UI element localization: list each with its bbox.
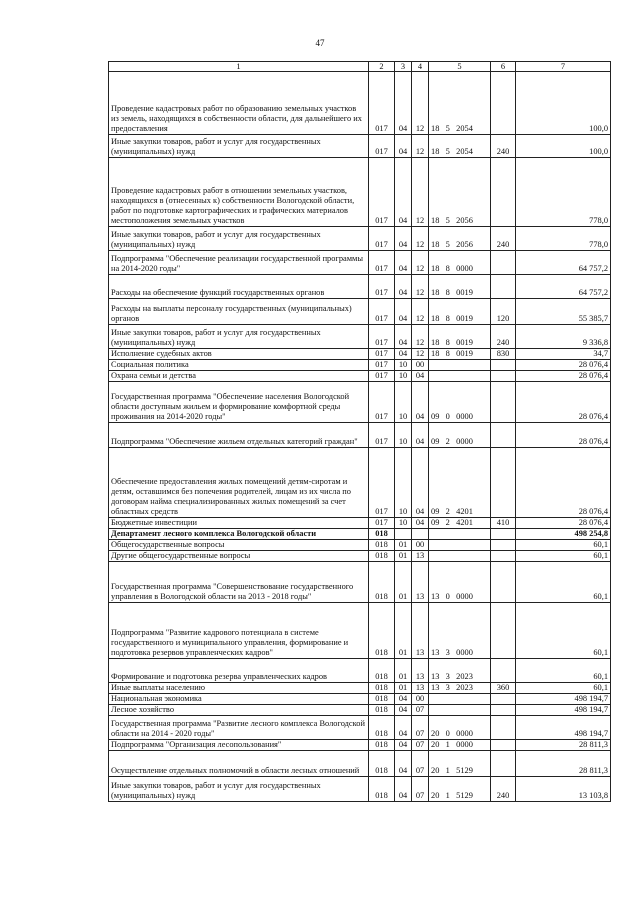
row-section-code: 04 (395, 275, 412, 299)
row-expense-type (491, 529, 516, 540)
row-name-cell: Национальная экономика (109, 694, 369, 705)
table-row (109, 705, 611, 716)
row-target-article: 09 2 4201 (429, 448, 491, 518)
row-expense-type (491, 659, 516, 683)
row-section-code: 10 (395, 518, 412, 529)
row-ministry-code: 018 (369, 529, 395, 540)
row-target-article: 20 1 0000 (429, 740, 491, 751)
table-row (109, 716, 611, 740)
row-amount: 34,7 (516, 349, 611, 360)
row-target-article: 13 3 2023 (429, 659, 491, 683)
row-section-code: 01 (395, 659, 412, 683)
row-ministry-code: 017 (369, 349, 395, 360)
table-row (109, 777, 611, 802)
row-ministry-code: 017 (369, 518, 395, 529)
row-name-cell: Общегосударственные вопросы (109, 540, 369, 551)
table-row (109, 518, 611, 529)
row-section-code: 01 (395, 562, 412, 603)
table-row (109, 158, 611, 227)
row-target-article: 13 3 0000 (429, 603, 491, 659)
row-name-cell: Обеспечение предоставления жилых помещений детям-сиротам и детям, оставшимся без попечения родителей, лицам из их числа по договорам найма специализированных жилых помещений за счет областных средств (109, 448, 369, 518)
row-amount: 498 254,8 (516, 529, 611, 540)
row-name-cell: Иные закупки товаров, работ и услуг для государственных (муниципальных) нужд (109, 325, 369, 349)
row-ministry-code: 017 (369, 227, 395, 251)
header-cell-5: 5 (429, 62, 491, 72)
row-amount: 28 076,4 (516, 423, 611, 448)
row-ministry-code: 018 (369, 751, 395, 777)
table-row (109, 448, 611, 518)
row-name-cell: Охрана семьи и детства (109, 371, 369, 382)
row-target-article: 18 8 0000 (429, 251, 491, 275)
row-target-article (429, 371, 491, 382)
page-number: 47 (315, 38, 325, 48)
table-row (109, 529, 611, 540)
row-section-code: 04 (395, 299, 412, 325)
row-subsection-code: 13 (412, 562, 429, 603)
row-target-article (429, 540, 491, 551)
row-amount: 60,1 (516, 562, 611, 603)
header-cell-1: 1 (109, 62, 369, 72)
row-section-code: 04 (395, 751, 412, 777)
row-expense-type (491, 540, 516, 551)
row-target-article: 09 0 0000 (429, 382, 491, 423)
row-expense-type (491, 716, 516, 740)
row-subsection-code (412, 529, 429, 540)
row-amount: 100,0 (516, 72, 611, 135)
row-amount: 64 757,2 (516, 251, 611, 275)
row-subsection-code: 12 (412, 158, 429, 227)
row-subsection-code: 13 (412, 551, 429, 562)
row-target-article (429, 529, 491, 540)
row-target-article: 13 0 0000 (429, 562, 491, 603)
row-ministry-code: 018 (369, 659, 395, 683)
row-ministry-code: 017 (369, 158, 395, 227)
row-ministry-code: 018 (369, 694, 395, 705)
table-row (109, 683, 611, 694)
row-name-cell: Исполнение судебных актов (109, 349, 369, 360)
row-target-article: 13 3 2023 (429, 683, 491, 694)
row-amount: 55 385,7 (516, 299, 611, 325)
row-subsection-code: 12 (412, 135, 429, 158)
row-amount: 28 811,3 (516, 740, 611, 751)
row-name-cell: Проведение кадастровых работ в отношении земельных участков, находящихся в (отнесенных к) собственности Вологодской области, работ по подготовке картографических и графических материалов местоположения земельных участков (109, 158, 369, 227)
table-row (109, 659, 611, 683)
row-ministry-code: 018 (369, 683, 395, 694)
row-ministry-code: 017 (369, 382, 395, 423)
row-subsection-code: 04 (412, 371, 429, 382)
table-row (109, 275, 611, 299)
row-amount: 498 194,7 (516, 694, 611, 705)
row-subsection-code: 04 (412, 518, 429, 529)
row-section-code: 01 (395, 683, 412, 694)
row-amount: 28 076,4 (516, 518, 611, 529)
row-ministry-code: 017 (369, 135, 395, 158)
row-amount: 28 076,4 (516, 382, 611, 423)
row-section-code: 10 (395, 360, 412, 371)
row-section-code: 04 (395, 135, 412, 158)
row-subsection-code: 12 (412, 227, 429, 251)
row-amount: 498 194,7 (516, 705, 611, 716)
row-name-cell: Другие общегосударственные вопросы (109, 551, 369, 562)
row-name-cell: Государственная программа "Развитие лесного комплекса Вологодской области на 2014 - 2020 годы" (109, 716, 369, 740)
row-amount: 13 103,8 (516, 777, 611, 802)
row-amount: 778,0 (516, 158, 611, 227)
row-target-article: 20 1 5129 (429, 777, 491, 802)
row-amount: 28 076,4 (516, 360, 611, 371)
row-subsection-code: 07 (412, 777, 429, 802)
row-target-article (429, 694, 491, 705)
row-expense-type: 240 (491, 135, 516, 158)
row-target-article: 18 8 0019 (429, 299, 491, 325)
row-section-code: 04 (395, 325, 412, 349)
table-row (109, 299, 611, 325)
row-expense-type (491, 705, 516, 716)
row-expense-type (491, 382, 516, 423)
row-amount: 778,0 (516, 227, 611, 251)
row-ministry-code: 017 (369, 299, 395, 325)
row-name-cell: Формирование и подготовка резерва управленческих кадров (109, 659, 369, 683)
row-expense-type (491, 251, 516, 275)
row-ministry-code: 017 (369, 423, 395, 448)
row-ministry-code: 017 (369, 360, 395, 371)
row-target-article: 18 5 2054 (429, 135, 491, 158)
row-expense-type (491, 740, 516, 751)
row-expense-type: 360 (491, 683, 516, 694)
row-section-code: 04 (395, 158, 412, 227)
header-cell-3: 3 (395, 62, 412, 72)
row-subsection-code: 12 (412, 349, 429, 360)
row-subsection-code: 07 (412, 740, 429, 751)
table-row (109, 562, 611, 603)
row-name-cell: Подпрограмма "Обеспечение реализации государственной программы на 2014-2020 годы" (109, 251, 369, 275)
row-amount: 60,1 (516, 683, 611, 694)
row-name-cell: Проведение кадастровых работ по образованию земельных участков из земель, находящихся в собственности области, для дальнейшего их предоставления (109, 72, 369, 135)
row-name-cell: Подпрограмма "Обеспечение жильем отдельных категорий граждан" (109, 423, 369, 448)
row-subsection-code: 12 (412, 72, 429, 135)
row-amount: 64 757,2 (516, 275, 611, 299)
table-row (109, 382, 611, 423)
row-expense-type (491, 551, 516, 562)
row-amount: 498 194,7 (516, 716, 611, 740)
row-expense-type: 410 (491, 518, 516, 529)
table-row (109, 360, 611, 371)
row-section-code: 04 (395, 227, 412, 251)
row-subsection-code: 07 (412, 705, 429, 716)
row-expense-type (491, 423, 516, 448)
row-subsection-code: 04 (412, 382, 429, 423)
row-amount: 60,1 (516, 603, 611, 659)
row-name-cell: Иные закупки товаров, работ и услуг для государственных (муниципальных) нужд (109, 777, 369, 802)
row-amount: 100,0 (516, 135, 611, 158)
row-ministry-code: 017 (369, 251, 395, 275)
table-row (109, 251, 611, 275)
row-subsection-code: 13 (412, 659, 429, 683)
table-row (109, 72, 611, 135)
row-ministry-code: 017 (369, 448, 395, 518)
table-row (109, 325, 611, 349)
row-expense-type: 120 (491, 299, 516, 325)
row-name-cell: Бюджетные инвестиции (109, 518, 369, 529)
row-subsection-code: 07 (412, 716, 429, 740)
row-name-cell: Иные выплаты населению (109, 683, 369, 694)
row-target-article: 18 8 0019 (429, 275, 491, 299)
row-ministry-code: 018 (369, 740, 395, 751)
row-name-cell: Лесное хозяйство (109, 705, 369, 716)
row-expense-type (491, 158, 516, 227)
row-section-code: 04 (395, 694, 412, 705)
row-subsection-code: 13 (412, 603, 429, 659)
row-target-article: 20 0 0000 (429, 716, 491, 740)
row-ministry-code: 018 (369, 551, 395, 562)
header-cell-2: 2 (369, 62, 395, 72)
row-expense-type: 240 (491, 777, 516, 802)
row-subsection-code: 04 (412, 423, 429, 448)
row-amount: 28 076,4 (516, 371, 611, 382)
row-section-code: 01 (395, 540, 412, 551)
row-ministry-code: 018 (369, 540, 395, 551)
row-section-code: 04 (395, 777, 412, 802)
row-amount: 60,1 (516, 659, 611, 683)
row-subsection-code: 13 (412, 683, 429, 694)
row-ministry-code: 018 (369, 777, 395, 802)
row-ministry-code: 017 (369, 371, 395, 382)
row-section-code: 10 (395, 448, 412, 518)
row-ministry-code: 018 (369, 603, 395, 659)
row-expense-type (491, 360, 516, 371)
row-section-code: 04 (395, 705, 412, 716)
row-section-code: 04 (395, 251, 412, 275)
row-section-code: 10 (395, 423, 412, 448)
row-section-code: 04 (395, 716, 412, 740)
row-ministry-code: 017 (369, 275, 395, 299)
row-subsection-code: 00 (412, 360, 429, 371)
table-row (109, 740, 611, 751)
row-target-article: 09 2 0000 (429, 423, 491, 448)
row-target-article: 09 2 4201 (429, 518, 491, 529)
row-expense-type: 240 (491, 227, 516, 251)
table-row (109, 694, 611, 705)
table-header-row (109, 62, 611, 72)
row-ministry-code: 017 (369, 325, 395, 349)
row-target-article: 18 8 0019 (429, 325, 491, 349)
row-section-code: 01 (395, 551, 412, 562)
row-subsection-code: 04 (412, 448, 429, 518)
row-section-code: 01 (395, 603, 412, 659)
table-row (109, 349, 611, 360)
row-target-article: 20 1 5129 (429, 751, 491, 777)
row-name-cell: Иные закупки товаров, работ и услуг для государственных (муниципальных) нужд (109, 135, 369, 158)
row-amount: 28 811,3 (516, 751, 611, 777)
row-section-code: 04 (395, 349, 412, 360)
row-name-cell: Государственная программа "Совершенствование государственного управления в Вологодской области на 2013 - 2018 годы" (109, 562, 369, 603)
row-name-cell: Осуществление отдельных полномочий в области лесных отношений (109, 751, 369, 777)
row-name-cell: Расходы на выплаты персоналу государственных (муниципальных) органов (109, 299, 369, 325)
row-target-article: 18 8 0019 (429, 349, 491, 360)
row-target-article (429, 360, 491, 371)
row-name-cell: Иные закупки товаров, работ и услуг для государственных (муниципальных) нужд (109, 227, 369, 251)
row-target-article: 18 5 2056 (429, 227, 491, 251)
row-section-code: 10 (395, 371, 412, 382)
header-cell-4: 4 (412, 62, 429, 72)
row-name-cell: Социальная политика (109, 360, 369, 371)
row-expense-type (491, 448, 516, 518)
row-name-cell: Государственная программа "Обеспечение населения Вологодской области доступным жильем и формирование комфортной среды проживания на 2014-2020 годы" (109, 382, 369, 423)
table-row (109, 423, 611, 448)
row-expense-type (491, 371, 516, 382)
row-ministry-code: 018 (369, 716, 395, 740)
header-cell-6: 6 (491, 62, 516, 72)
row-expense-type: 830 (491, 349, 516, 360)
row-subsection-code: 07 (412, 751, 429, 777)
header-cell-7: 7 (516, 62, 611, 72)
row-target-article (429, 551, 491, 562)
row-name-cell: Подпрограмма "Организация лесопользования" (109, 740, 369, 751)
row-target-article: 18 5 2054 (429, 72, 491, 135)
row-subsection-code: 00 (412, 540, 429, 551)
table-body (109, 72, 611, 802)
row-expense-type: 240 (491, 325, 516, 349)
row-subsection-code: 00 (412, 694, 429, 705)
row-expense-type (491, 603, 516, 659)
row-amount: 60,1 (516, 551, 611, 562)
row-target-article (429, 705, 491, 716)
row-amount: 9 336,8 (516, 325, 611, 349)
row-subsection-code: 12 (412, 251, 429, 275)
table-row (109, 371, 611, 382)
row-subsection-code: 12 (412, 299, 429, 325)
row-name-cell: Департамент лесного комплекса Вологодской области (109, 529, 369, 540)
row-expense-type (491, 751, 516, 777)
row-ministry-code: 018 (369, 562, 395, 603)
row-section-code: 04 (395, 740, 412, 751)
row-name-cell: Подпрограмма "Развитие кадрового потенциала в системе государственного и муниципального управления, формирование и подготовка резервов управленческих кадров" (109, 603, 369, 659)
row-expense-type (491, 275, 516, 299)
table-row (109, 135, 611, 158)
budget-table (108, 61, 611, 802)
row-name-cell: Расходы на обеспечение функций государственных органов (109, 275, 369, 299)
row-ministry-code: 018 (369, 705, 395, 716)
row-subsection-code: 12 (412, 275, 429, 299)
row-subsection-code: 12 (412, 325, 429, 349)
row-amount: 28 076,4 (516, 448, 611, 518)
table-row (109, 551, 611, 562)
row-section-code (395, 529, 412, 540)
row-amount: 60,1 (516, 540, 611, 551)
table-row (109, 227, 611, 251)
row-ministry-code: 017 (369, 72, 395, 135)
row-expense-type (491, 694, 516, 705)
row-target-article: 18 5 2056 (429, 158, 491, 227)
row-section-code: 04 (395, 72, 412, 135)
table-row (109, 751, 611, 777)
table-row (109, 540, 611, 551)
row-expense-type (491, 562, 516, 603)
table-row (109, 603, 611, 659)
row-expense-type (491, 72, 516, 135)
row-section-code: 10 (395, 382, 412, 423)
